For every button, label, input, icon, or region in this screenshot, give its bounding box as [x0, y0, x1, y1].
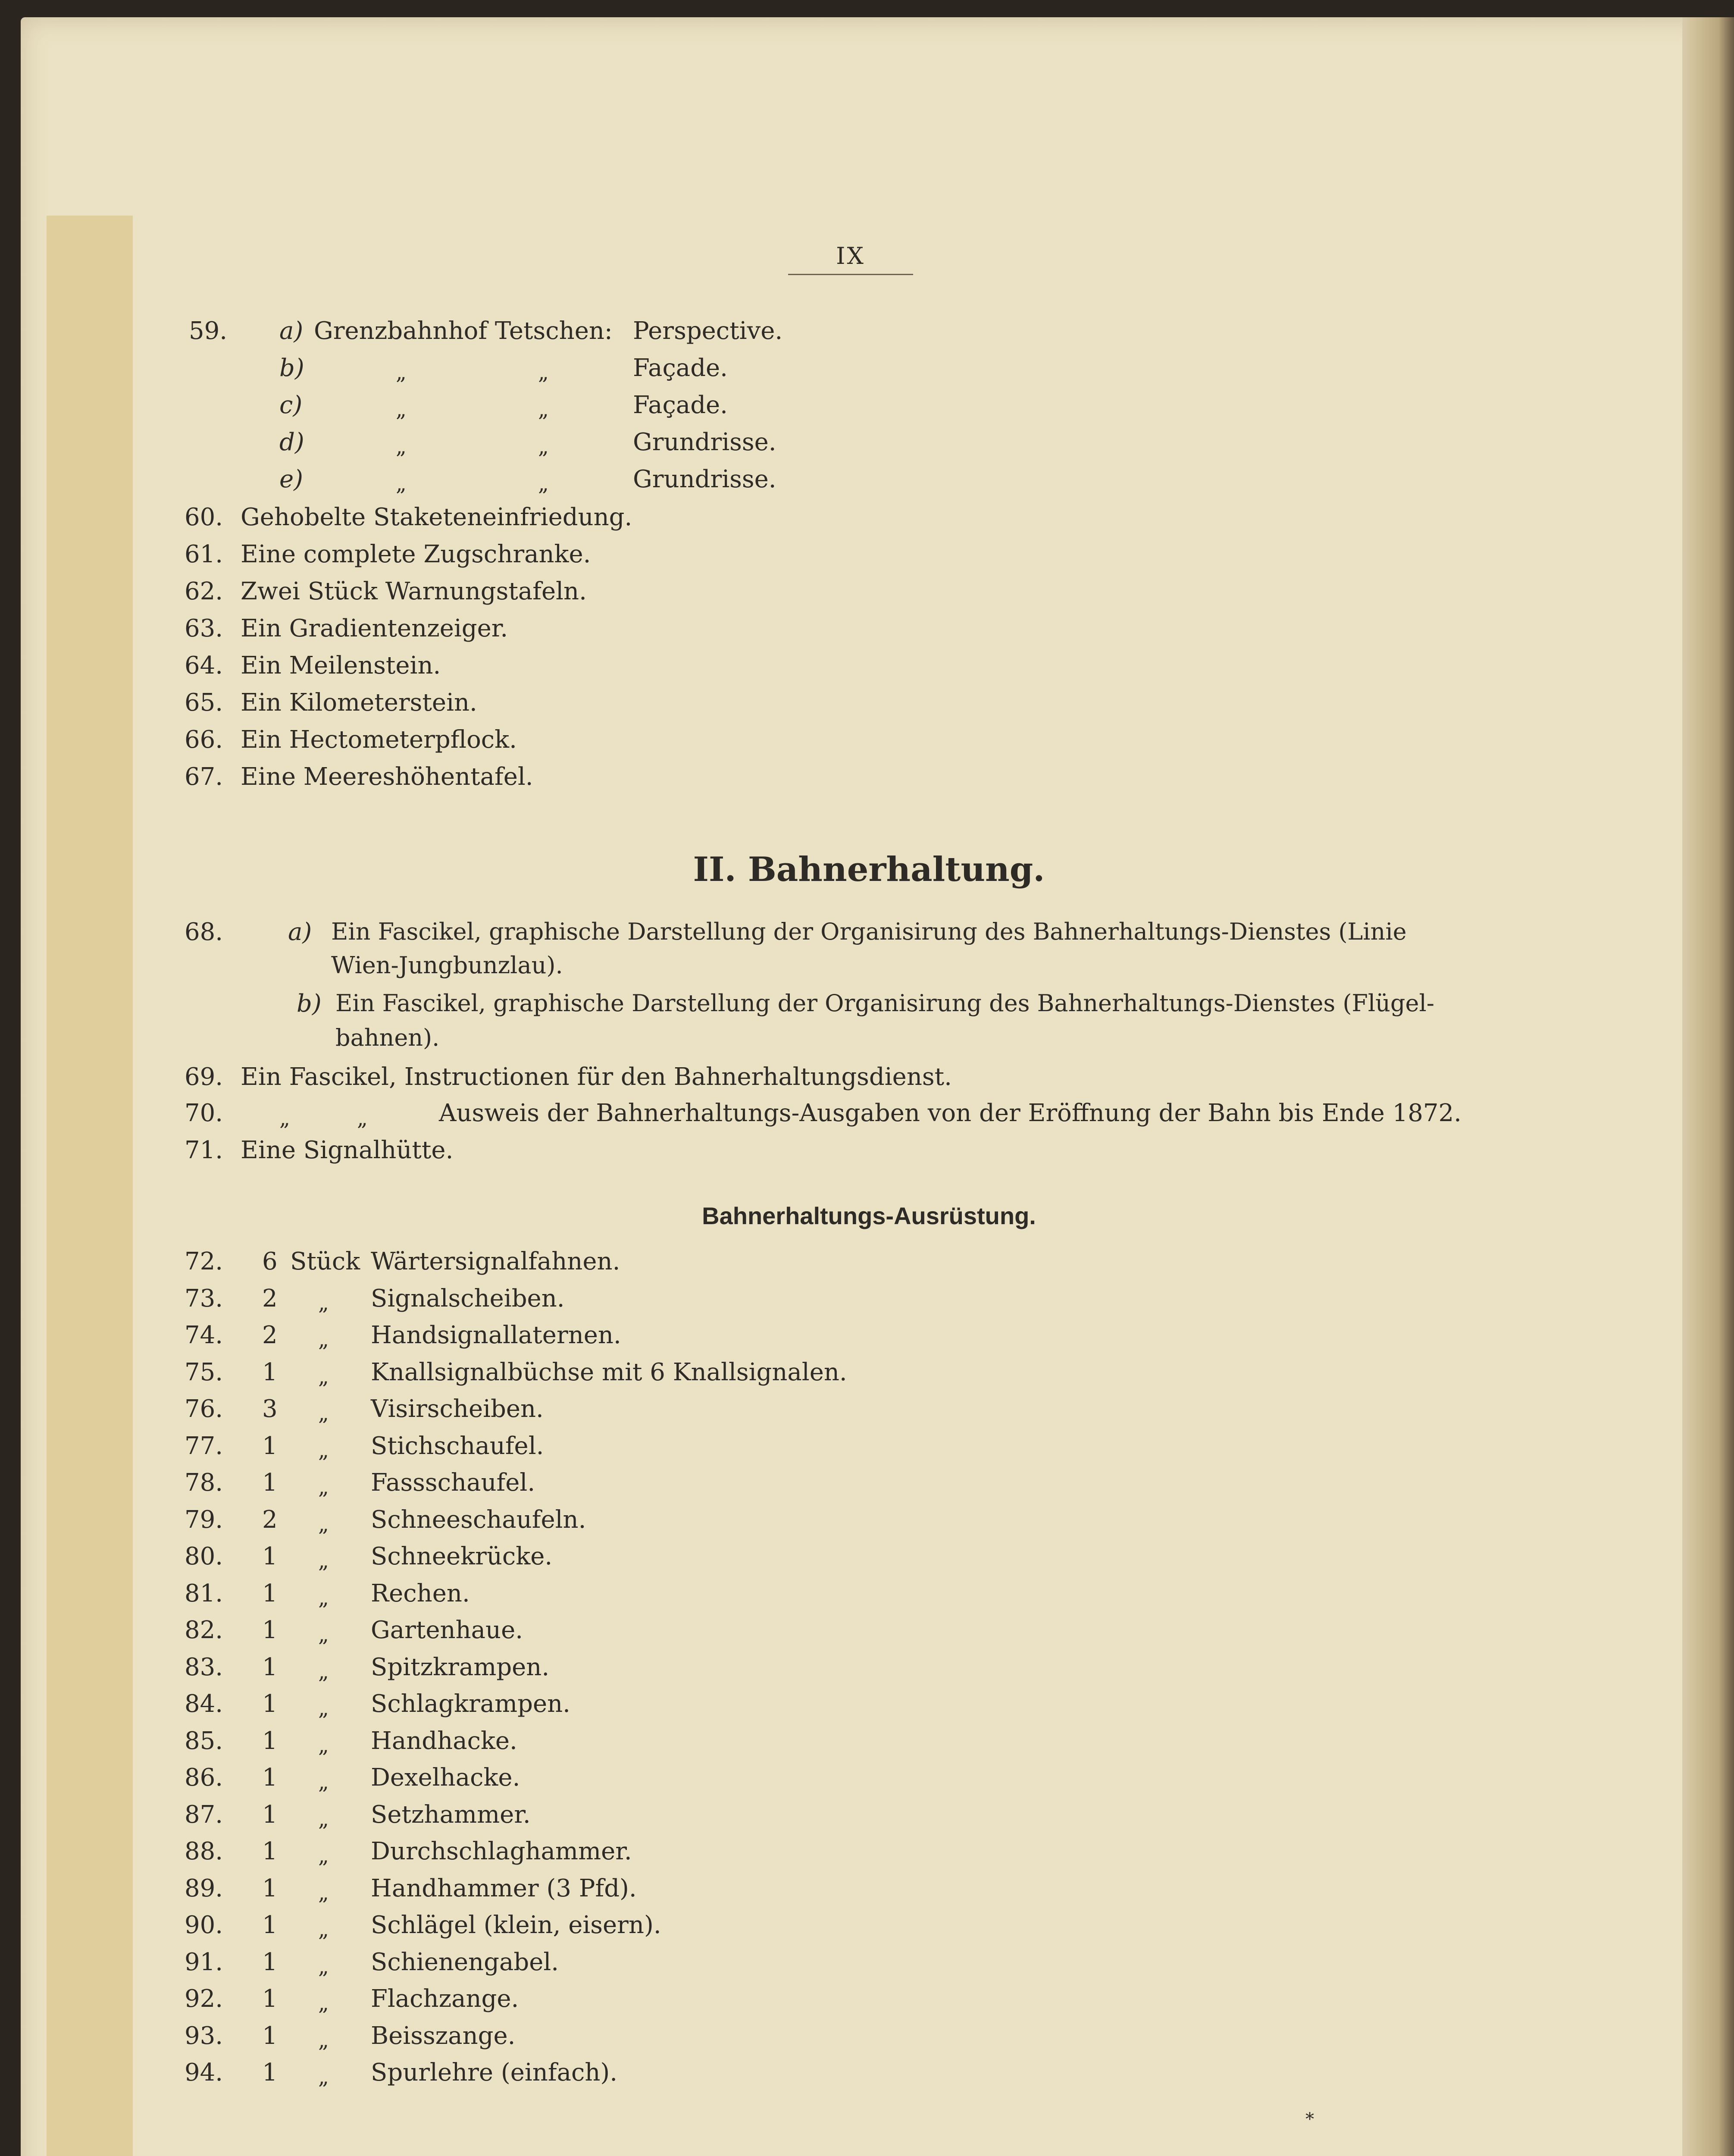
item-quantity: 6: [262, 1247, 278, 1275]
item-quantity: 1: [262, 1985, 278, 2013]
footnote-mark: *: [1305, 2109, 1314, 2129]
item-text: Ein Kilometerstein.: [241, 689, 477, 717]
ditto-mark: „: [318, 2028, 329, 2053]
item-quantity: 1: [262, 1579, 278, 1608]
sub-label: a): [279, 317, 304, 345]
item-number: 84.: [185, 1690, 223, 1718]
item-text: Wien-Jungbunzlau).: [331, 952, 563, 979]
ditto-mark: „: [318, 1991, 329, 2015]
item-quantity: 1: [262, 1616, 278, 1644]
ditto-mark: „: [396, 435, 407, 459]
item-desc: Façade.: [633, 354, 728, 382]
ditto-mark: „: [396, 472, 407, 496]
item-desc: Grundrisse.: [633, 428, 776, 456]
ditto-mark: „: [318, 1733, 329, 1758]
item-text: Handhammer (3 Pfd).: [371, 1874, 637, 1902]
item-text: bahnen).: [335, 1024, 440, 1051]
item-quantity: 3: [262, 1395, 278, 1423]
ditto-mark: „: [396, 360, 407, 385]
ditto-mark: „: [318, 1365, 329, 1389]
item-number: 77.: [185, 1432, 223, 1460]
item-number: 60.: [185, 503, 223, 531]
item-number: 70.: [185, 1099, 223, 1127]
ditto-mark: „: [318, 1475, 329, 1499]
item-text: Rechen.: [371, 1579, 470, 1608]
item-text: Eine Signalhütte.: [241, 1136, 454, 1164]
binding-strip: [47, 216, 133, 2156]
item-number: 93.: [185, 2022, 223, 2050]
item-quantity: 2: [262, 1285, 278, 1313]
ditto-mark: „: [318, 1844, 329, 1868]
item-number: 72.: [185, 1247, 223, 1275]
item-text: Ein Gradientenzeiger.: [241, 614, 508, 642]
item-text: Eine complete Zugschranke.: [241, 540, 591, 568]
item-number: 82.: [185, 1616, 223, 1644]
item-text: Wärtersignalfahnen.: [371, 1247, 620, 1275]
item-quantity: 1: [262, 1690, 278, 1718]
item-quantity: 2: [262, 1321, 278, 1349]
item-text: Beisszange.: [371, 2022, 516, 2050]
item-text: Ausweis der Bahnerhaltungs-Ausgaben von der Eröffnung der Bahn bis Ende 1872.: [439, 1099, 1462, 1127]
item-text: Ein Fascikel, Instructionen für den Bahnerhaltungsdienst.: [241, 1063, 952, 1091]
section-heading: II. Bahnerhaltung.: [693, 850, 1045, 889]
ditto-mark: „: [318, 1955, 329, 1979]
ditto-mark: „: [318, 1696, 329, 1720]
item-number: 78.: [185, 1469, 223, 1497]
item-number: 80.: [185, 1542, 223, 1570]
page-stack-edge: [1682, 17, 1734, 2156]
item-number: 90.: [185, 1911, 223, 1939]
ditto-mark: „: [538, 360, 549, 385]
item-desc: Perspective.: [633, 317, 783, 345]
item-quantity: 1: [262, 2059, 278, 2087]
item-number: 62.: [185, 577, 223, 605]
item-text: Schienengabel.: [371, 1948, 559, 1976]
item-quantity: 1: [262, 1948, 278, 1976]
item-number: 85.: [185, 1727, 223, 1755]
item-quantity: 1: [262, 1653, 278, 1681]
subsection-heading: Bahnerhaltungs-Ausrüstung.: [702, 1202, 1036, 1229]
ditto-mark: „: [318, 1623, 329, 1647]
item-unit: Stück: [290, 1247, 360, 1275]
item-number: 64.: [185, 652, 223, 680]
item-number: 83.: [185, 1653, 223, 1681]
ditto-mark: „: [318, 1660, 329, 1684]
document-page: [21, 17, 1717, 2156]
sub-label: e): [279, 465, 303, 493]
item-number: 68.: [185, 918, 223, 946]
item-text: Ein Fascikel, graphische Darstellung der Organisirung des Bahnerhaltungs-Dienstes (Flügel-: [335, 990, 1434, 1017]
item-text: Fassschaufel.: [371, 1469, 535, 1497]
item-number: 61.: [185, 540, 223, 568]
item-text: Spitzkrampen.: [371, 1653, 550, 1681]
item-quantity: 1: [262, 2022, 278, 2050]
item-text: Zwei Stück Warnungstafeln.: [241, 577, 587, 605]
item-number: 71.: [185, 1136, 223, 1164]
item-text: Gehobelte Staketeneinfriedung.: [241, 503, 632, 531]
ditto-mark: „: [318, 1512, 329, 1536]
ditto-mark: „: [538, 398, 549, 422]
item-text: Schneeschaufeln.: [371, 1506, 586, 1534]
item-text: Schneekrücke.: [371, 1542, 553, 1570]
item-quantity: 1: [262, 1469, 278, 1497]
item-text: Eine Meereshöhentafel.: [241, 763, 533, 791]
item-number: 81.: [185, 1579, 223, 1608]
sub-label: b): [279, 354, 304, 382]
item-quantity: 1: [262, 1358, 278, 1386]
item-text: Spurlehre (einfach).: [371, 2059, 618, 2087]
item-text: Grenzbahnhof Tetschen:: [314, 317, 613, 345]
item-text: Ein Hectometerpflock.: [241, 726, 517, 754]
item-number: 91.: [185, 1948, 223, 1976]
page-number: IX: [788, 242, 913, 275]
item-text: Gartenhaue.: [371, 1616, 523, 1644]
item-number: 79.: [185, 1506, 223, 1534]
ditto-mark: „: [318, 1881, 329, 1905]
ditto-mark: „: [318, 1918, 329, 1942]
item-quantity: 2: [262, 1506, 278, 1534]
item-number: 74.: [185, 1321, 223, 1349]
ditto-mark: „: [318, 1328, 329, 1352]
item-number: 66.: [185, 726, 223, 754]
item-text: Setzhammer.: [371, 1801, 531, 1829]
item-text: Ein Fascikel, graphische Darstellung der Organisirung des Bahnerhaltungs-Dienstes (Linie: [331, 918, 1407, 945]
sub-label: c): [279, 391, 303, 419]
ditto-mark: „: [538, 435, 549, 459]
item-text: Durchschlaghammer.: [371, 1837, 632, 1865]
item-desc: Grundrisse.: [633, 465, 776, 493]
ditto-mark: „: [318, 1438, 329, 1463]
item-quantity: 1: [262, 1911, 278, 1939]
ditto-mark: „: [318, 1291, 329, 1315]
item-text: Handhacke.: [371, 1727, 517, 1755]
ditto-mark: „: [318, 1549, 329, 1573]
item-quantity: 1: [262, 1432, 278, 1460]
item-quantity: 1: [262, 1837, 278, 1865]
item-number: 94.: [185, 2059, 223, 2087]
item-number: 67.: [185, 763, 223, 791]
item-text: Dexelhacke.: [371, 1764, 520, 1792]
item-text: Signalscheiben.: [371, 1285, 565, 1313]
ditto-mark: „: [538, 472, 549, 496]
item-quantity: 1: [262, 1542, 278, 1570]
item-number: 76.: [185, 1395, 223, 1423]
ditto-mark: „: [318, 1807, 329, 1831]
item-number: 88.: [185, 1837, 223, 1865]
item-quantity: 1: [262, 1801, 278, 1829]
item-text: Knallsignalbüchse mit 6 Knallsignalen.: [371, 1358, 847, 1386]
item-number: 73.: [185, 1285, 223, 1313]
item-text: Stichschaufel.: [371, 1432, 544, 1460]
item-number: 65.: [185, 689, 223, 717]
item-text: Handsignallaternen.: [371, 1321, 621, 1349]
item-number: 59.: [189, 317, 228, 345]
item-text: Schlägel (klein, eisern).: [371, 1911, 661, 1939]
ditto-mark: „: [396, 398, 407, 422]
ditto-mark: „: [279, 1106, 290, 1131]
item-text: Visirscheiben.: [371, 1395, 544, 1423]
sub-label: d): [279, 428, 304, 456]
sub-label: b): [297, 990, 322, 1018]
item-text: Flachzange.: [371, 1985, 519, 2013]
item-text: Schlagkrampen.: [371, 1690, 570, 1718]
item-text: Ein Meilenstein.: [241, 652, 441, 680]
ditto-mark: „: [318, 1401, 329, 1426]
item-number: 86.: [185, 1764, 223, 1792]
item-number: 69.: [185, 1063, 223, 1091]
item-number: 89.: [185, 1874, 223, 1902]
item-quantity: 1: [262, 1764, 278, 1792]
sub-label: a): [288, 918, 312, 946]
item-number: 63.: [185, 614, 223, 642]
item-number: 75.: [185, 1358, 223, 1386]
ditto-mark: „: [357, 1106, 368, 1131]
item-number: 92.: [185, 1985, 223, 2013]
ditto-mark: „: [318, 2065, 329, 2089]
ditto-mark: „: [318, 1586, 329, 1610]
item-quantity: 1: [262, 1727, 278, 1755]
item-number: 87.: [185, 1801, 223, 1829]
item-desc: Façade.: [633, 391, 728, 419]
item-quantity: 1: [262, 1874, 278, 1902]
ditto-mark: „: [318, 1770, 329, 1794]
